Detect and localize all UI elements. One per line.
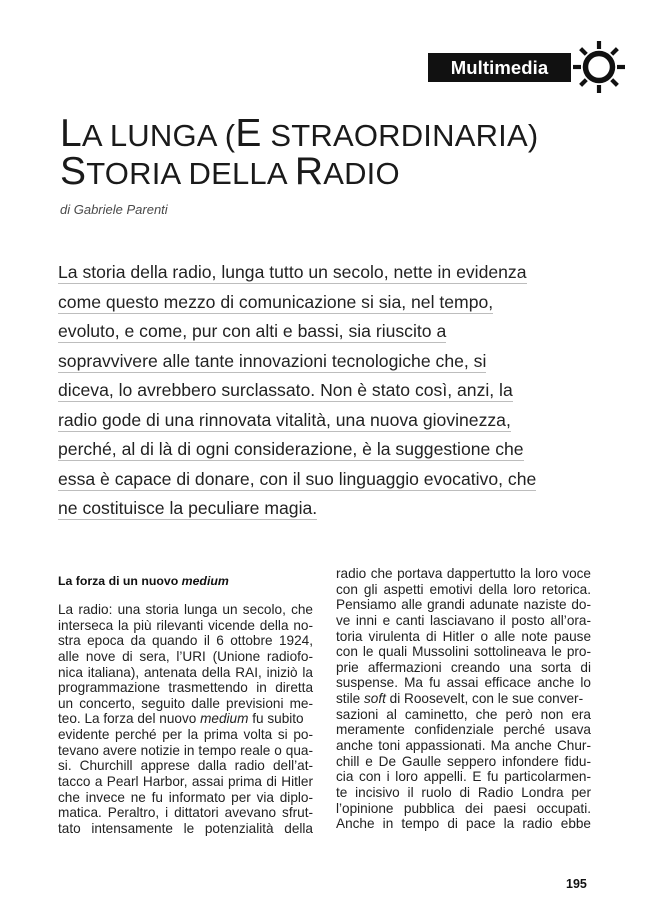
section-badge: Multimedia [428,53,571,82]
abstract-line: essa è capace di donare, con il suo linguaggio evocativo, che [58,468,537,489]
body-line: meramente confidenziale perché usava [336,722,591,738]
abstract [58,258,563,524]
body-line: teo. La forza del nuovo medium fu subito [58,711,304,727]
body-line: programmazione trasmettendo in diretta [58,680,313,696]
body-line: tacco a Pearl Harbor, assai prima di Hitler [58,774,313,790]
body-line: anche toni appassionati. Ma anche Chur- [336,738,591,754]
body-line: l’opinione pubblica dei paesi occupati. [336,800,591,816]
body-line: La radio: una storia lunga un secolo, che [58,602,313,617]
body-line: tevano avere notizie in tempo reale o qua- [58,742,313,758]
body-line: Pensiamo alle grandi adunate naziste do- [336,597,591,613]
abstract-line: diceva, lo avrebbero surclassato. Non è stato così, anzi, la [58,380,513,400]
body-line: ve inni e canti lasciavano il posto all’ora- [336,612,591,628]
left-column [58,566,313,837]
body-line: matica. Peraltro, i dittatori avevano sfrut- [58,805,313,821]
body-line: un concerto, seguito dalle previsioni me- [58,695,313,711]
body-line: interseca la più rilevanti vicende della no- [58,617,313,633]
body-line: che invece ne fu informato per via diplo- [58,789,313,805]
abstract-line: sopravvivere alle tante innovazioni tecnologiche che, si [58,350,487,371]
body-line: alle nove di sera, l’URI (Unione radiofo- [58,648,313,664]
body-line: sazioni al caminetto, che però non era [336,706,591,722]
abstract-line: evoluto, e come, pur con alti e bassi, sia riuscito a [58,321,447,341]
body-line: te incisivo il ruolo di Radio Londra per [336,784,591,800]
article-title [60,112,620,193]
body-line: stra epoca da quando il 6 ottobre 1924, [58,633,313,649]
abstract-line: radio gode di una rinnovata vitalità, una nuova giovinezza, [58,409,511,430]
body-line: tato intensamente le potenzialità della [58,820,313,836]
abstract-line: ne costituisce la peculiare magia. [58,498,318,518]
body-line: radio che portava dappertutto la loro voce [336,566,591,581]
right-column [336,566,591,832]
body-line: stile soft di Roosevelt, con le sue conver- [336,691,584,707]
body-line: prie affermazioni creando una sorta di [336,659,591,675]
author-byline: di Gabriele Parenti [60,202,168,217]
abstract-line: La storia della radio, lunga tutto un secolo, nette in evidenza [58,262,527,282]
body-line: con le quali Mussolini sottolineava le pro- [336,644,591,660]
body-line: chill e De Gaulle seppero infondere fidu- [336,753,591,769]
abstract-line: come questo mezzo di comunicazione si sia, nel tempo, [58,291,494,312]
sun-icon [570,38,628,96]
section-heading: La forza di un nuovo medium [58,574,229,588]
body-line: suspense. Ma fu assai efficace anche lo [336,675,591,691]
page-number: 195 [566,877,587,891]
body-line: si. Churchill apprese dalla radio dell’at- [58,758,313,774]
abstract-line: perché, al di là di ogni considerazione, è la suggestione che [58,439,524,459]
body-line: toria virulenta di Hitler o alle note pause [336,628,591,644]
body-line: con gli aspetti emotivi della loro retorica. [336,581,591,597]
body-line: Anche in tempo di pace la radio ebbe [336,816,591,832]
title-line-1: LA LUNGA (E STRAORDINARIA) [60,112,539,155]
body-line: cia con i loro appelli. E fu particolarmen- [336,769,591,785]
title-line-2: STORIA DELLA RADIO [60,150,400,193]
body-line: evidente perché per la prima volta si po- [58,727,313,743]
body-line: nica italiana), antenata della RAI, iniziò la [58,664,313,680]
